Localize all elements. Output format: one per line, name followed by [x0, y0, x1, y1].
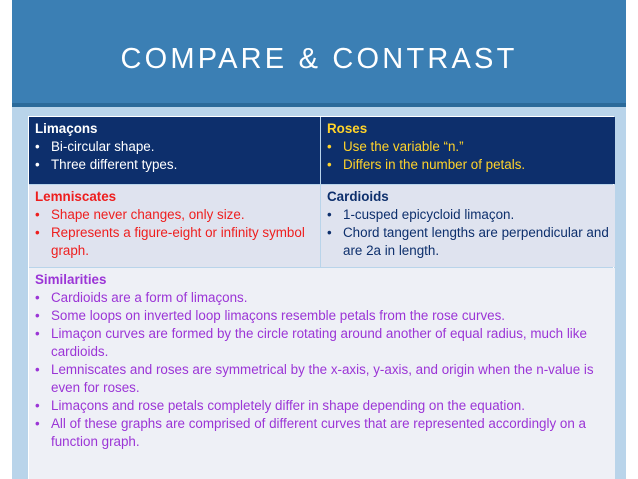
- list-item: [35, 289, 609, 307]
- lemniscates-list: [35, 206, 314, 260]
- list-item: [35, 224, 314, 260]
- bullet-icon: •: [35, 207, 40, 222]
- list-item: [35, 206, 314, 224]
- bullet-icon: •: [35, 157, 40, 172]
- bullet-icon: •: [327, 157, 332, 172]
- list-item: [327, 156, 609, 174]
- bullet-icon: •: [35, 139, 40, 154]
- bullet-icon: •: [327, 139, 332, 154]
- title-bar: [12, 0, 626, 103]
- list-item: [35, 415, 609, 451]
- list-item-text: Use the variable “n.”: [343, 139, 464, 154]
- list-item: [327, 206, 609, 224]
- list-item-text: Shape never changes, only size.: [51, 207, 245, 222]
- list-item-text: Limaçon curves are formed by the circle rotating around another of equal radius, much like cardioids.: [51, 326, 587, 359]
- list-item-text: Differs in the number of petals.: [343, 157, 526, 172]
- roses-list: [327, 138, 609, 174]
- roses-cell: [321, 117, 615, 184]
- list-item: [327, 224, 609, 260]
- limacons-list: [35, 138, 314, 174]
- limacons-cell: [29, 117, 320, 184]
- limacons-heading: Limaçons: [35, 121, 98, 136]
- bullet-icon: •: [35, 308, 40, 323]
- list-item-text: Represents a figure-eight or infinity symbol graph.: [51, 225, 305, 258]
- slide-title: COMPARE & CONTRAST: [120, 43, 518, 75]
- list-item-text: Cardioids are a form of limaçons.: [51, 290, 248, 305]
- bullet-icon: •: [35, 416, 40, 431]
- lemniscates-cell: [29, 185, 320, 267]
- list-item: [35, 156, 314, 174]
- bullet-icon: •: [327, 225, 332, 240]
- list-item: [35, 307, 609, 325]
- list-item-text: Bi-circular shape.: [51, 139, 155, 154]
- list-item-text: Lemniscates and roses are symmetrical by the x-axis, y-axis, and origin when the n-value is even for roses.: [51, 362, 594, 395]
- similarities-heading: Similarities: [35, 272, 107, 287]
- bullet-icon: •: [35, 362, 40, 377]
- list-item: [327, 138, 609, 156]
- roses-heading: Roses: [327, 121, 368, 136]
- bullet-icon: •: [35, 326, 40, 341]
- list-item-text: All of these graphs are comprised of different curves that are represented accordingly on a function graph.: [51, 416, 586, 449]
- similarities-cell: [29, 268, 615, 479]
- bullet-icon: •: [35, 225, 40, 240]
- similarities-list: [35, 289, 609, 451]
- list-item: [35, 138, 314, 156]
- bullet-icon: •: [35, 398, 40, 413]
- list-item: [35, 361, 609, 397]
- cardioids-list: [327, 206, 609, 260]
- list-item: [35, 397, 609, 415]
- bullet-icon: •: [35, 290, 40, 305]
- list-item-text: Limaçons and rose petals completely differ in shape depending on the equation.: [51, 398, 525, 413]
- lemniscates-heading: Lemniscates: [35, 189, 117, 204]
- list-item-text: Three different types.: [51, 157, 178, 172]
- list-item-text: Chord tangent lengths are perpendicular and are 2a in length.: [343, 225, 609, 258]
- list-item-text: Some loops on inverted loop limaçons resemble petals from the rose curves.: [51, 308, 506, 323]
- comparison-table: [28, 116, 614, 479]
- cardioids-heading: Cardioids: [327, 189, 389, 204]
- cardioids-cell: [321, 185, 615, 267]
- list-item-text: 1-cusped epicycloid limaçon.: [343, 207, 515, 222]
- bullet-icon: •: [327, 207, 332, 222]
- list-item: [35, 325, 609, 361]
